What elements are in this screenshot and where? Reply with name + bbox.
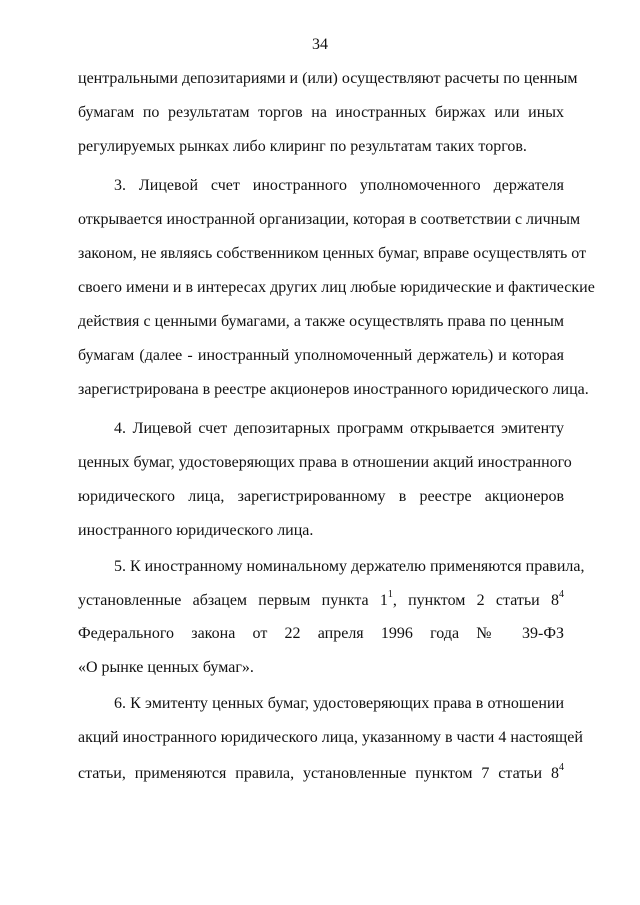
text-line: 3. Лицевой счет иностранного уполномоченного держателя [114,177,564,194]
text-line [78,761,564,784]
page-number: 34 [312,36,328,53]
text-line: законом, не являясь собственником ценных бумаг, вправе осуществлять от [78,245,587,262]
text-line: центральными депозитариями и (или) осуществляют расчеты по ценным [78,70,578,87]
text-line: зарегистрирована в реестре акционеров иностранного юридического лица. [78,381,589,398]
text-line: Федерального закона от 22 апреля 1996 года № 39-ФЗ [78,625,564,642]
text-line: ценных бумаг, удостоверяющих права в отношении акций иностранного [78,454,572,471]
text-segment: статьи, применяются правила, установленные пунктом 7 статьи 8 [78,765,559,782]
superscript: 1 [387,588,393,600]
text-line: действия с ценными бумагами, а также осуществлять права по ценным [78,313,564,330]
superscript: 4 [559,761,564,773]
text-line: 6. К эмитенту ценных бумаг, удостоверяющих права в отношении [114,695,564,712]
text-line [78,588,564,611]
text-line: иностранного юридического лица. [78,522,314,539]
text-segment: , пунктом 2 статьи 8 [392,592,559,609]
text-line: своего имени и в интересах других лиц любые юридические и фактические [78,279,595,296]
text-line: бумагам (далее - иностранный уполномоченный держатель) и которая [78,347,564,364]
text-line: регулируемых рынках либо клиринг по результатам таких торгов. [78,138,527,155]
text-line: юридического лица, зарегистрированному в реестре акционеров [78,488,564,505]
text-line: 4. Лицевой счет депозитарных программ открывается эмитенту [114,420,564,437]
text-line: «О рынке ценных бумаг». [78,659,254,676]
text-line: открывается иностранной организации, которая в соответствии с личным [78,211,581,228]
text-line: бумагам по результатам торгов на иностранных биржах или иных [78,104,564,121]
superscript: 4 [558,588,564,600]
text-line: 5. К иностранному номинальному держателю применяются правила, [114,558,585,575]
text-segment: установленные абзацем первым пункта 1 [78,592,388,609]
text-line: акций иностранного юридического лица, указанному в части 4 настоящей [78,729,583,746]
